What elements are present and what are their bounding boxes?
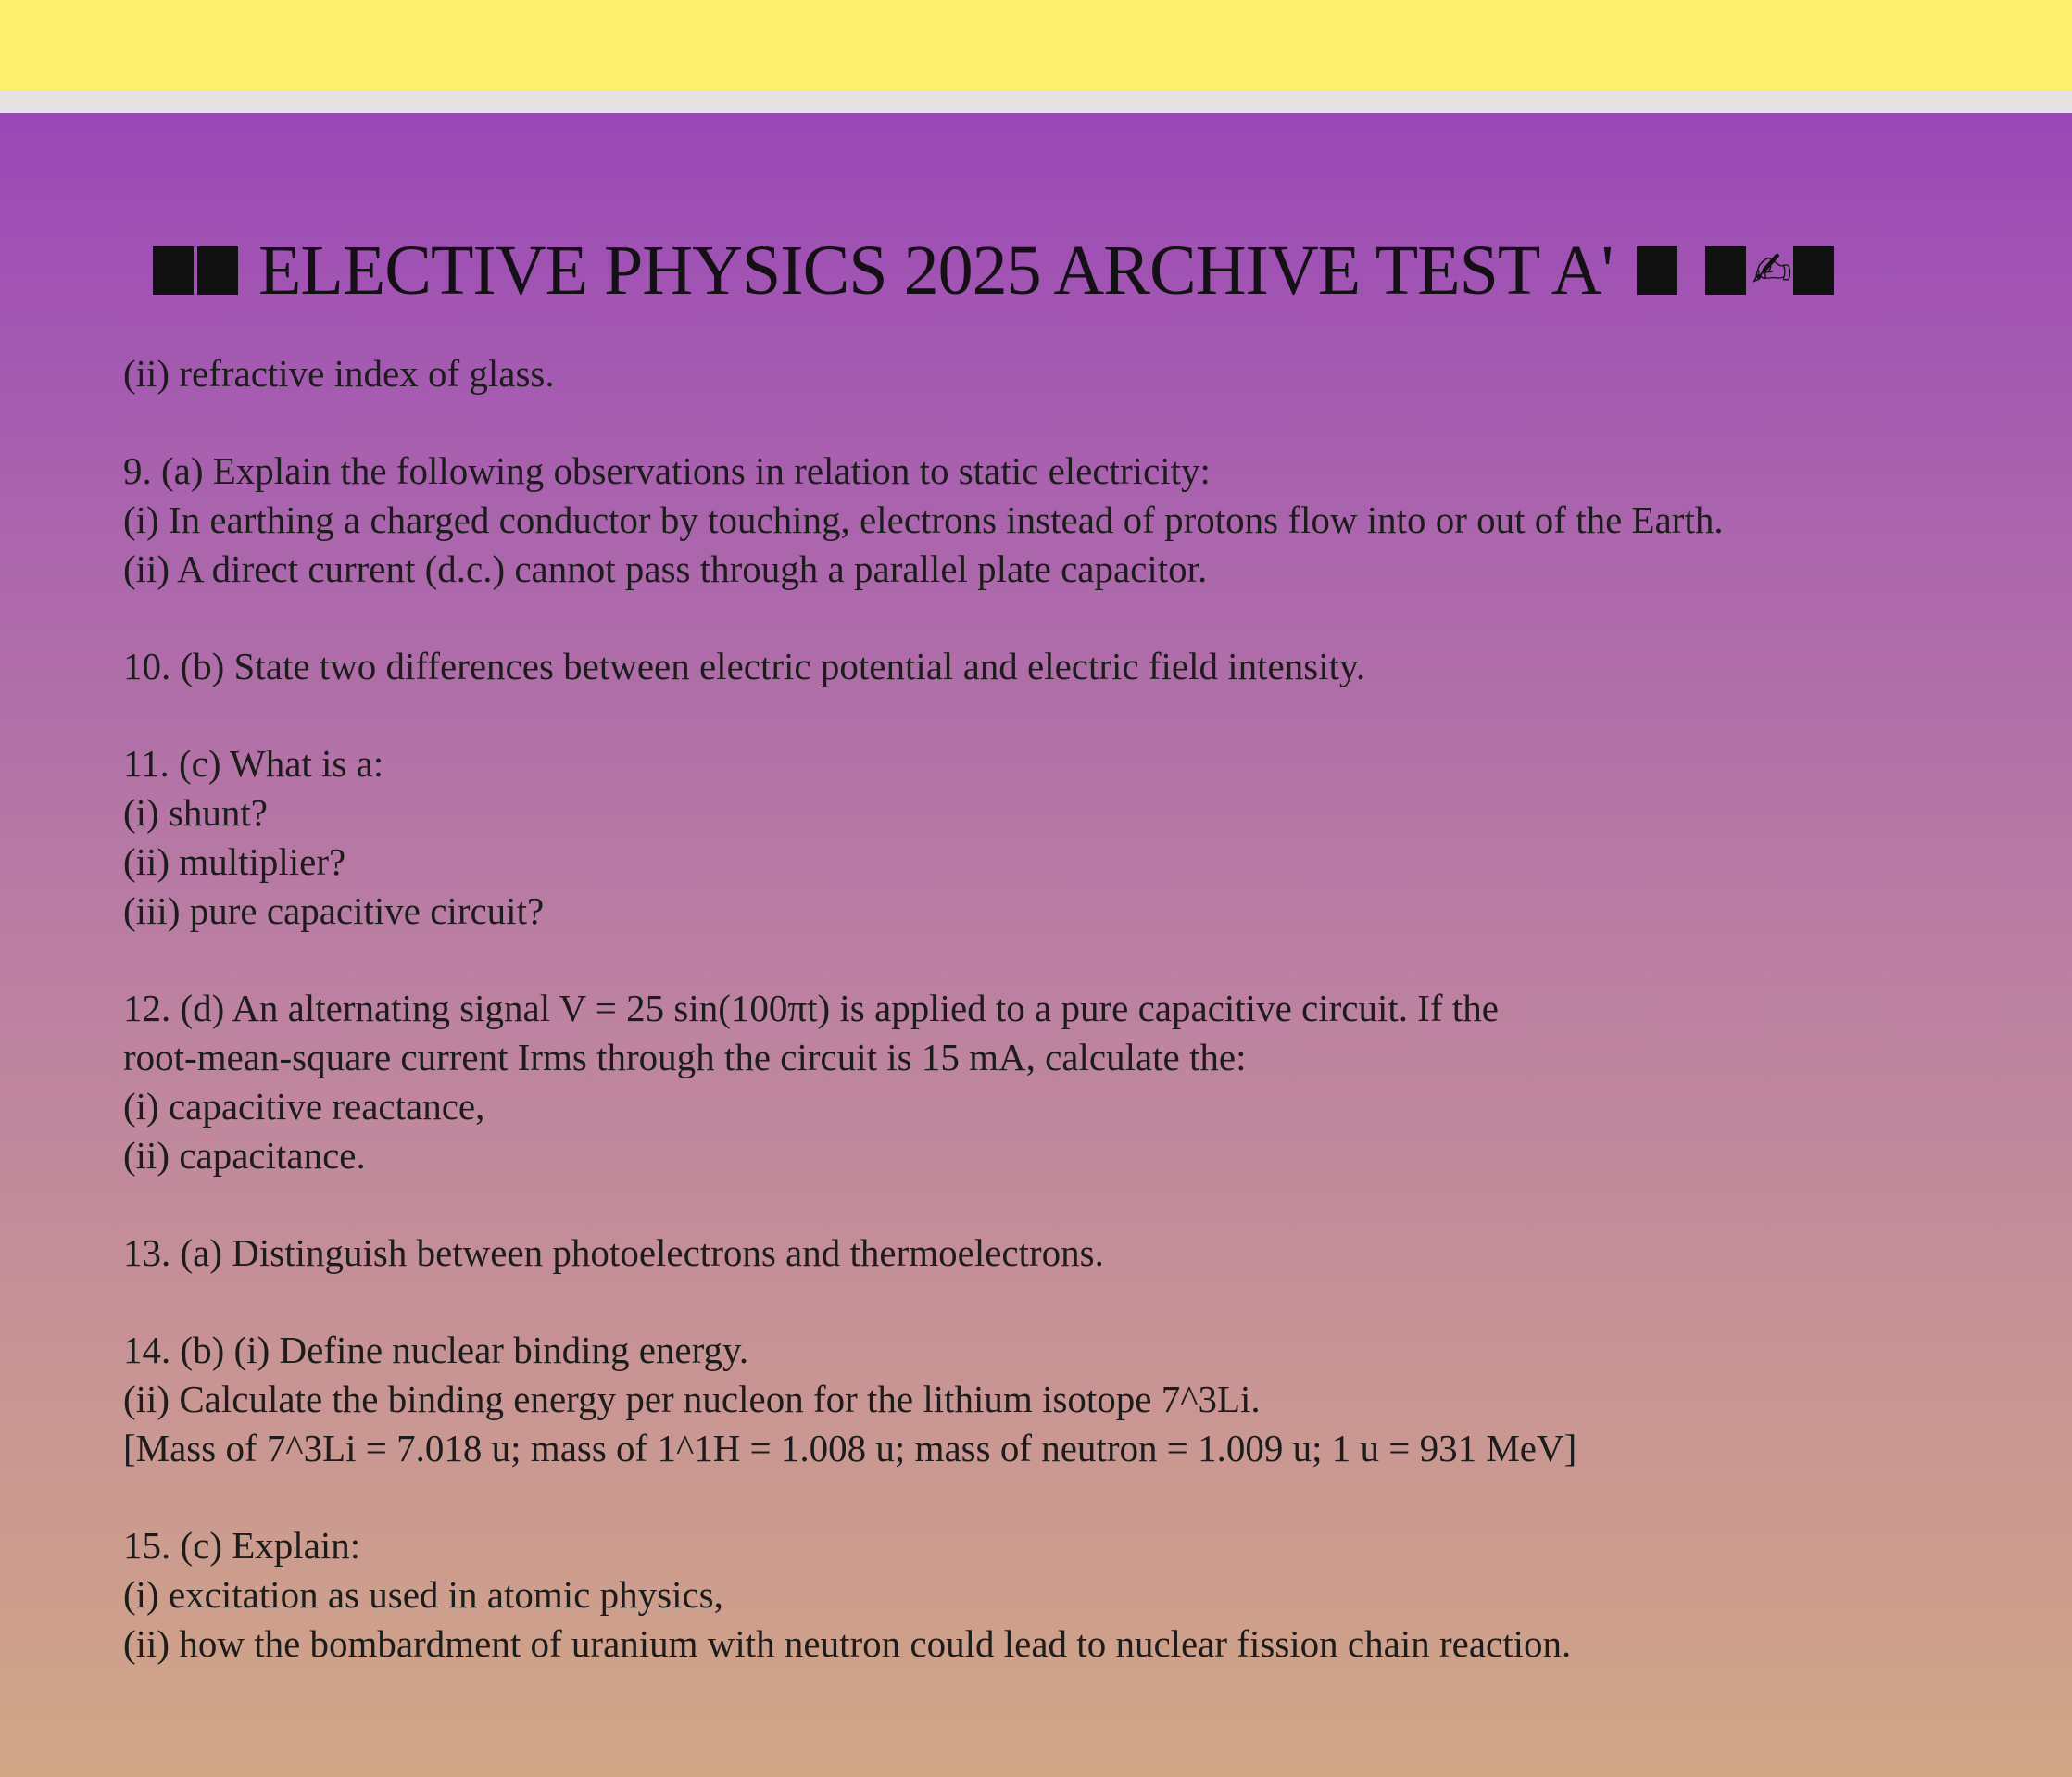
question-line: (i) excitation as used in atomic physics,	[123, 1573, 723, 1616]
question-line: (ii) multiplier?	[123, 840, 346, 883]
document-page	[0, 113, 2072, 1777]
question-line: (i) capacitive reactance,	[123, 1085, 485, 1128]
black-square-icon	[197, 246, 238, 295]
black-square-icon	[1637, 246, 1677, 295]
question-line: (ii) how the bombardment of uranium with neutron could lead to nuclear fission chain reaction.	[123, 1622, 1572, 1665]
title-text: ELECTIVE PHYSICS 2025 ARCHIVE TEST A'	[258, 231, 1614, 309]
question-block	[123, 349, 1976, 398]
question-line: 10. (b) State two differences between electric potential and electric field intensity.	[123, 645, 1366, 687]
question-line: (i) shunt?	[123, 791, 268, 834]
question-line: (ii) Calculate the binding energy per nucleon for the lithium isotope 7^3Li.	[123, 1378, 1261, 1420]
question-line: (ii) A direct current (d.c.) cannot pass through a parallel plate capacitor.	[123, 548, 1208, 590]
black-square-icon	[1793, 246, 1834, 295]
question-block	[123, 984, 1976, 1180]
question-line: (ii) capacitance.	[123, 1134, 366, 1177]
question-line: (ii) refractive index of glass.	[123, 352, 555, 395]
question-line: 15. (c) Explain:	[123, 1524, 361, 1567]
top-divider-strip	[0, 91, 2072, 113]
black-square-icon	[153, 246, 194, 295]
question-line: root-mean-square current Irms through the circuit is 15 mA, calculate the:	[123, 1036, 1247, 1078]
question-line: (i) In earthing a charged conductor by touching, electrons instead of protons flow into or out of the Earth.	[123, 498, 1724, 541]
question-line: 14. (b) (i) Define nuclear binding energy.	[123, 1329, 749, 1371]
page-title	[153, 224, 1931, 317]
question-line: (iii) pure capacitive circuit?	[123, 889, 545, 932]
question-block	[123, 1229, 1976, 1278]
question-block	[123, 1521, 1976, 1669]
question-block	[123, 739, 1976, 936]
question-line: 11. (c) What is a:	[123, 742, 384, 785]
question-block	[123, 1326, 1976, 1473]
writing-hand-icon: ✍	[1752, 243, 1791, 298]
black-square-icon	[1705, 246, 1746, 295]
question-list	[123, 349, 1976, 1717]
question-block	[123, 642, 1976, 691]
question-line: 13. (a) Distinguish between photoelectrons and thermoelectrons.	[123, 1231, 1104, 1274]
question-block	[123, 447, 1976, 594]
question-line: 9. (a) Explain the following observations in relation to static electricity:	[123, 449, 1211, 492]
top-highlight-band	[0, 0, 2072, 91]
question-line: [Mass of 7^3Li = 7.018 u; mass of 1^1H = 1.008 u; mass of neutron = 1.009 u; 1 u = 931 MeV]	[123, 1427, 1577, 1469]
question-line: 12. (d) An alternating signal V = 25 sin(100πt) is applied to a pure capacitive circuit. If the	[123, 987, 1499, 1029]
